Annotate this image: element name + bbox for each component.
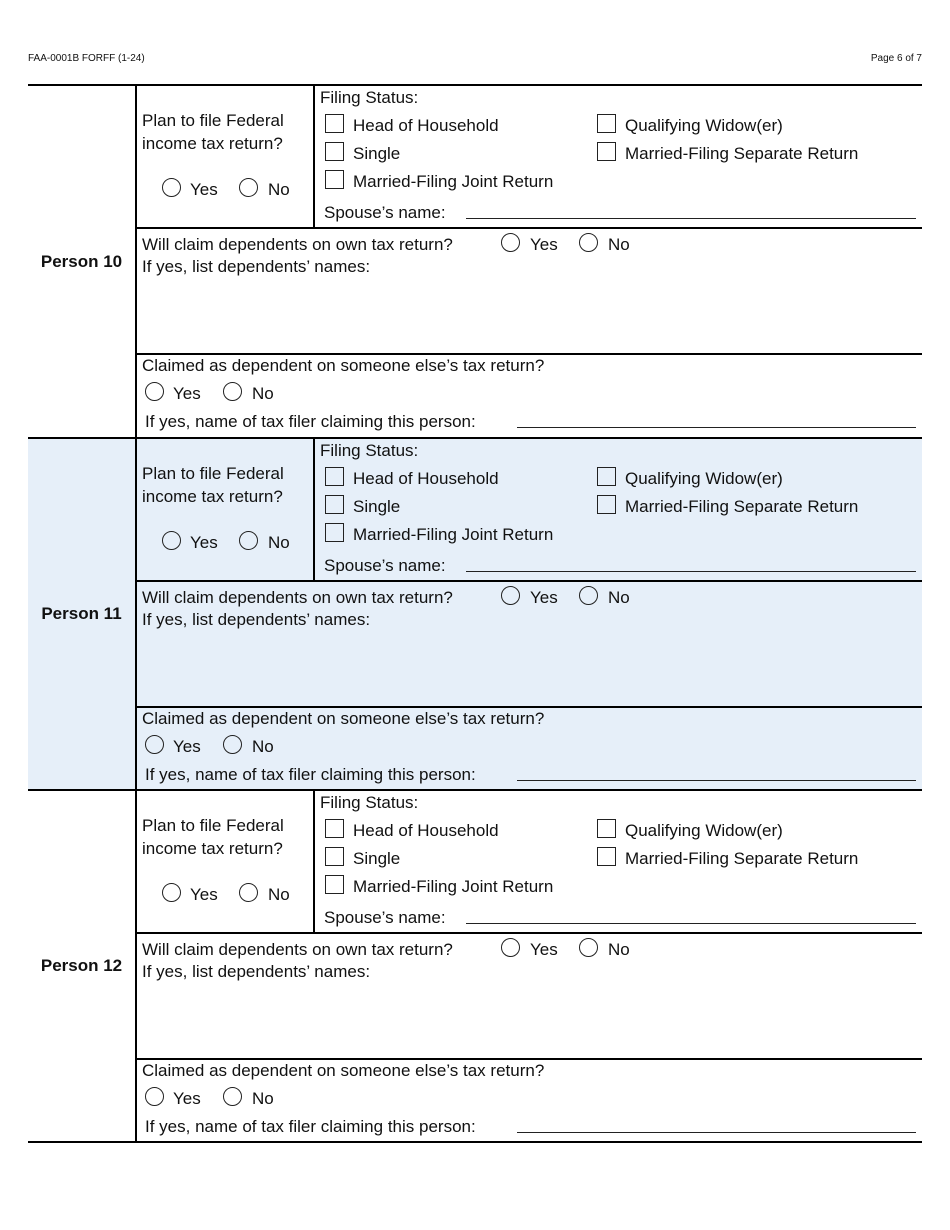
plan-file-no-radio[interactable] bbox=[239, 178, 258, 197]
claim-dependents-yes-radio[interactable] bbox=[501, 938, 520, 957]
no-label: No bbox=[252, 384, 274, 403]
married-separate-checkbox[interactable] bbox=[597, 847, 616, 866]
married-separate-checkbox[interactable] bbox=[597, 495, 616, 514]
claim-dependents-label: Will claim dependents on own tax return? bbox=[142, 235, 453, 254]
head-of-household-label: Head of Household bbox=[353, 116, 499, 135]
tax-filer-name-field[interactable] bbox=[517, 427, 916, 428]
plan-file-yes-radio[interactable] bbox=[162, 531, 181, 550]
married-separate-checkbox[interactable] bbox=[597, 142, 616, 161]
spouse-name-field[interactable] bbox=[466, 571, 916, 572]
divider bbox=[313, 791, 315, 932]
yes-label: Yes bbox=[190, 533, 218, 552]
qualifying-widow-label: Qualifying Widow(er) bbox=[625, 821, 783, 840]
yes-label: Yes bbox=[173, 1089, 201, 1108]
claimed-dependent-no-radio[interactable] bbox=[223, 735, 242, 754]
qualifying-widow-label: Qualifying Widow(er) bbox=[625, 469, 783, 488]
single-checkbox[interactable] bbox=[325, 495, 344, 514]
divider bbox=[135, 353, 922, 355]
divider bbox=[135, 439, 137, 789]
yes-label: Yes bbox=[173, 737, 201, 756]
divider bbox=[135, 1058, 922, 1060]
no-label: No bbox=[268, 885, 290, 904]
divider bbox=[135, 86, 137, 437]
spouse-name-label: Spouse’s name: bbox=[324, 908, 446, 927]
plan-file-yes-radio[interactable] bbox=[162, 883, 181, 902]
filing-status-label: Filing Status: bbox=[320, 88, 419, 107]
married-separate-label: Married-Filing Separate Return bbox=[625, 849, 859, 868]
person-label: Person 10 bbox=[40, 251, 123, 271]
claimed-dependent-yes-radio[interactable] bbox=[145, 735, 164, 754]
plan-file-yes-radio[interactable] bbox=[162, 178, 181, 197]
no-label: No bbox=[268, 533, 290, 552]
person-label: Person 11 bbox=[41, 604, 122, 623]
divider bbox=[135, 706, 922, 708]
claimed-dependent-label: Claimed as dependent on someone else’s tax return? bbox=[142, 709, 545, 728]
person-block bbox=[28, 84, 922, 437]
claim-dependents-label: Will claim dependents on own tax return? bbox=[142, 588, 453, 607]
filing-status-label: Filing Status: bbox=[320, 793, 419, 812]
claim-dependents-no-radio[interactable] bbox=[579, 233, 598, 252]
divider bbox=[135, 227, 922, 229]
spouse-name-label: Spouse’s name: bbox=[324, 203, 446, 222]
married-joint-label: Married-Filing Joint Return bbox=[353, 172, 554, 191]
claimed-dependent-label: Claimed as dependent on someone else’s tax return? bbox=[142, 356, 545, 375]
claim-dependents-no-radio[interactable] bbox=[579, 586, 598, 605]
spouse-name-field[interactable] bbox=[466, 923, 916, 924]
tax-filer-name-label: If yes, name of tax filer claiming this person: bbox=[145, 765, 476, 784]
qualifying-widow-label: Qualifying Widow(er) bbox=[625, 116, 783, 135]
list-dependents-label: If yes, list dependents’ names: bbox=[142, 257, 371, 276]
no-label: No bbox=[608, 588, 630, 607]
single-checkbox[interactable] bbox=[325, 142, 344, 161]
divider bbox=[313, 86, 315, 227]
single-checkbox[interactable] bbox=[325, 847, 344, 866]
spouse-name-label: Spouse’s name: bbox=[324, 556, 446, 575]
no-label: No bbox=[608, 940, 630, 959]
no-label: No bbox=[608, 235, 630, 254]
claimed-dependent-label: Claimed as dependent on someone else’s tax return? bbox=[142, 1061, 545, 1080]
plan-file-label: income tax return? bbox=[142, 487, 283, 506]
yes-label: Yes bbox=[530, 588, 558, 607]
claim-dependents-yes-radio[interactable] bbox=[501, 233, 520, 252]
single-label: Single bbox=[353, 849, 401, 868]
yes-label: Yes bbox=[173, 384, 201, 403]
qualifying-widow-checkbox[interactable] bbox=[597, 819, 616, 838]
page-number: Page 6 of 7 bbox=[870, 53, 922, 64]
form-id: FAA-0001B FORFF (1-24) bbox=[28, 53, 145, 64]
divider bbox=[135, 932, 922, 934]
yes-label: Yes bbox=[530, 235, 558, 254]
divider bbox=[313, 439, 315, 580]
married-joint-checkbox[interactable] bbox=[325, 875, 344, 894]
divider bbox=[135, 791, 137, 1141]
divider bbox=[135, 580, 922, 582]
list-dependents-label: If yes, list dependents’ names: bbox=[142, 610, 371, 629]
qualifying-widow-checkbox[interactable] bbox=[597, 467, 616, 486]
head-of-household-label: Head of Household bbox=[353, 821, 499, 840]
plan-file-label: income tax return? bbox=[142, 839, 283, 858]
person-label: Person 12 bbox=[40, 956, 123, 975]
claimed-dependent-yes-radio[interactable] bbox=[145, 1087, 164, 1106]
tax-filer-name-field[interactable] bbox=[517, 780, 916, 781]
claim-dependents-yes-radio[interactable] bbox=[501, 586, 520, 605]
head-of-household-checkbox[interactable] bbox=[325, 114, 344, 133]
yes-label: Yes bbox=[190, 885, 218, 904]
married-separate-label: Married-Filing Separate Return bbox=[625, 497, 859, 516]
married-joint-checkbox[interactable] bbox=[325, 523, 344, 542]
claim-dependents-no-radio[interactable] bbox=[579, 938, 598, 957]
claim-dependents-label: Will claim dependents on own tax return? bbox=[142, 940, 453, 959]
plan-file-label: income tax return? bbox=[142, 134, 283, 153]
plan-file-label: Plan to file Federal bbox=[142, 816, 284, 835]
plan-file-no-radio[interactable] bbox=[239, 531, 258, 550]
qualifying-widow-checkbox[interactable] bbox=[597, 114, 616, 133]
plan-file-label: Plan to file Federal bbox=[142, 111, 284, 130]
claimed-dependent-no-radio[interactable] bbox=[223, 1087, 242, 1106]
no-label: No bbox=[252, 1089, 274, 1108]
spouse-name-field[interactable] bbox=[466, 218, 916, 219]
married-separate-label: Married-Filing Separate Return bbox=[625, 144, 859, 163]
tax-filer-name-label: If yes, name of tax filer claiming this person: bbox=[145, 1117, 476, 1136]
tax-filer-name-field[interactable] bbox=[517, 1132, 916, 1133]
plan-file-no-radio[interactable] bbox=[239, 883, 258, 902]
tax-filer-name-label: If yes, name of tax filer claiming this person: bbox=[145, 412, 476, 431]
married-joint-checkbox[interactable] bbox=[325, 170, 344, 189]
yes-label: Yes bbox=[190, 180, 218, 199]
head-of-household-checkbox[interactable] bbox=[325, 467, 344, 486]
list-dependents-label: If yes, list dependents’ names: bbox=[142, 962, 371, 981]
person-block bbox=[28, 437, 922, 789]
yes-label: Yes bbox=[530, 940, 558, 959]
filing-status-label: Filing Status: bbox=[320, 441, 419, 460]
claimed-dependent-no-radio[interactable] bbox=[223, 382, 242, 401]
married-joint-label: Married-Filing Joint Return bbox=[353, 525, 554, 544]
plan-file-label: Plan to file Federal bbox=[142, 464, 284, 483]
head-of-household-label: Head of Household bbox=[353, 469, 499, 488]
head-of-household-checkbox[interactable] bbox=[325, 819, 344, 838]
person-block bbox=[28, 789, 922, 1143]
married-joint-label: Married-Filing Joint Return bbox=[353, 877, 554, 896]
no-label: No bbox=[268, 180, 290, 199]
single-label: Single bbox=[353, 144, 401, 163]
claimed-dependent-yes-radio[interactable] bbox=[145, 382, 164, 401]
single-label: Single bbox=[353, 497, 401, 516]
no-label: No bbox=[252, 737, 274, 756]
